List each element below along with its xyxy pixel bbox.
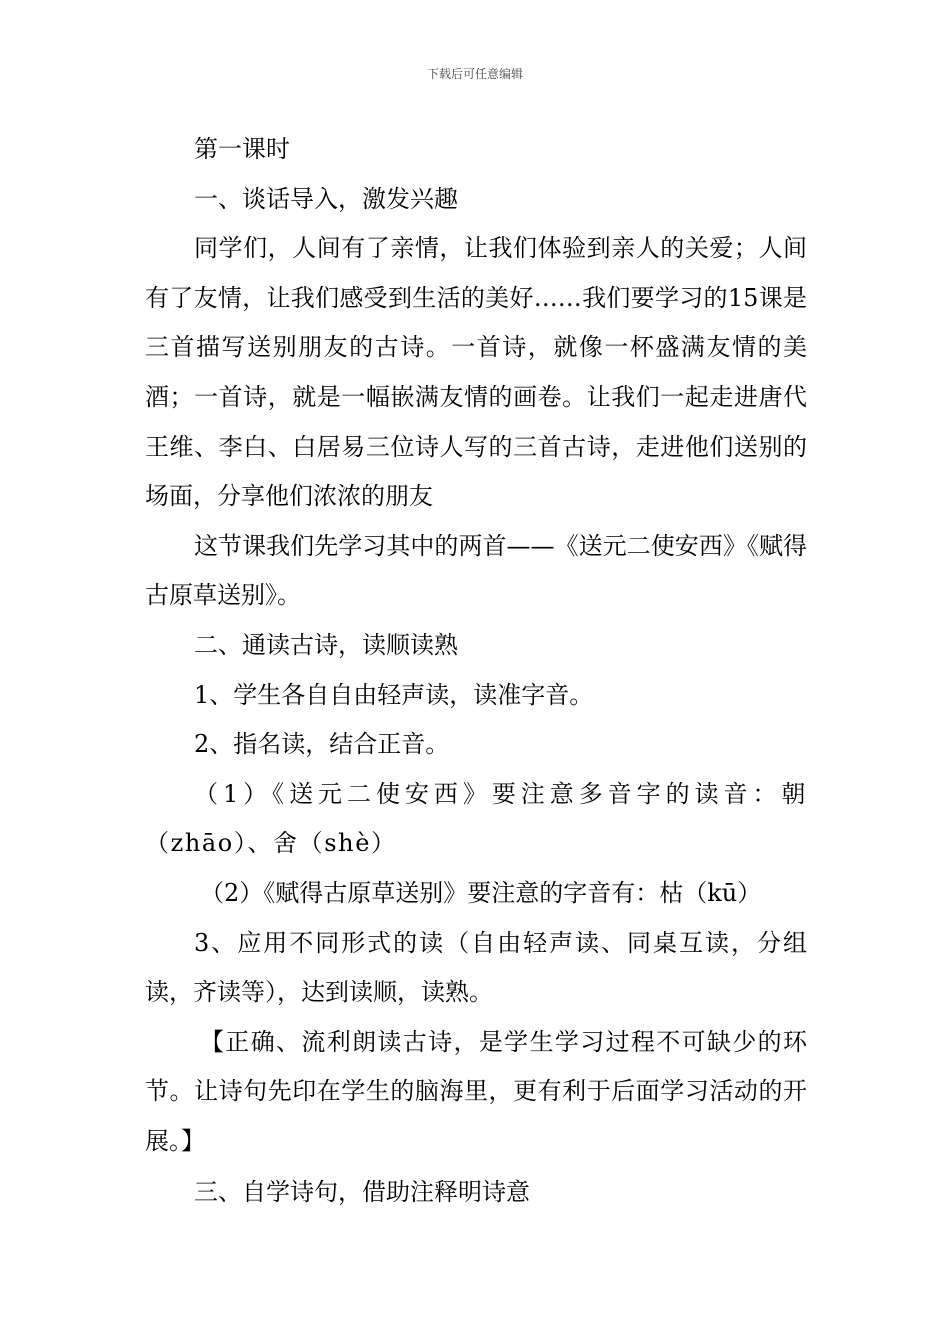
intro-paragraph: 同学们，人间有了亲情，让我们体验到亲人的关爱；人间有了友情，让我们感受到生活的美好……我们要学习的15课是三首描写送别朋友的古诗。一首诗，就像一杯盛满友情的美酒；一首诗，就是一幅嵌满友情的画卷。让我们一起走进唐代王维、李白、白居易三位诗人写的三首古诗，走进他们送别的场面，分享他们浓浓的朋友 — [145, 234, 807, 511]
section-heading-3: 三、自学诗句，借助注释明诗意 — [194, 1178, 530, 1207]
lesson-plan-paragraph: 这节课我们先学习其中的两首——《送元二使安西》《赋得古原草送别》。 — [145, 531, 807, 610]
step-3: 3、应用不同形式的读（自由轻声读、同桌互读，分组读，齐读等），达到读顺，读熟。 — [145, 928, 807, 1007]
document-body — [145, 125, 807, 1218]
teaching-note: 【正确、流利朗读古诗，是学生学习过程不可缺少的环节。让诗句先印在学生的脑海里，更有利于后面学习活动的开展。】 — [145, 1027, 807, 1155]
step-2: 2、指名读，结合正音。 — [194, 730, 450, 759]
step-2-note-1: （1）《送元二使安西》要注意多音字的读音：朝（zhāo）、舍（shè） — [145, 779, 807, 858]
page-header: 下载后可任意编辑 — [426, 67, 523, 81]
section-heading-1: 一、谈话导入，激发兴趣 — [194, 184, 458, 213]
lesson-heading: 第一课时 — [194, 135, 290, 163]
section-heading-2: 二、通读古诗，读顺读熟 — [194, 630, 458, 659]
step-1: 1、学生各自自由轻声读，读准字音。 — [194, 680, 594, 709]
step-2-note-2: （2）《赋得古原草送别》要注意的字音有：枯（kū） — [200, 878, 762, 907]
